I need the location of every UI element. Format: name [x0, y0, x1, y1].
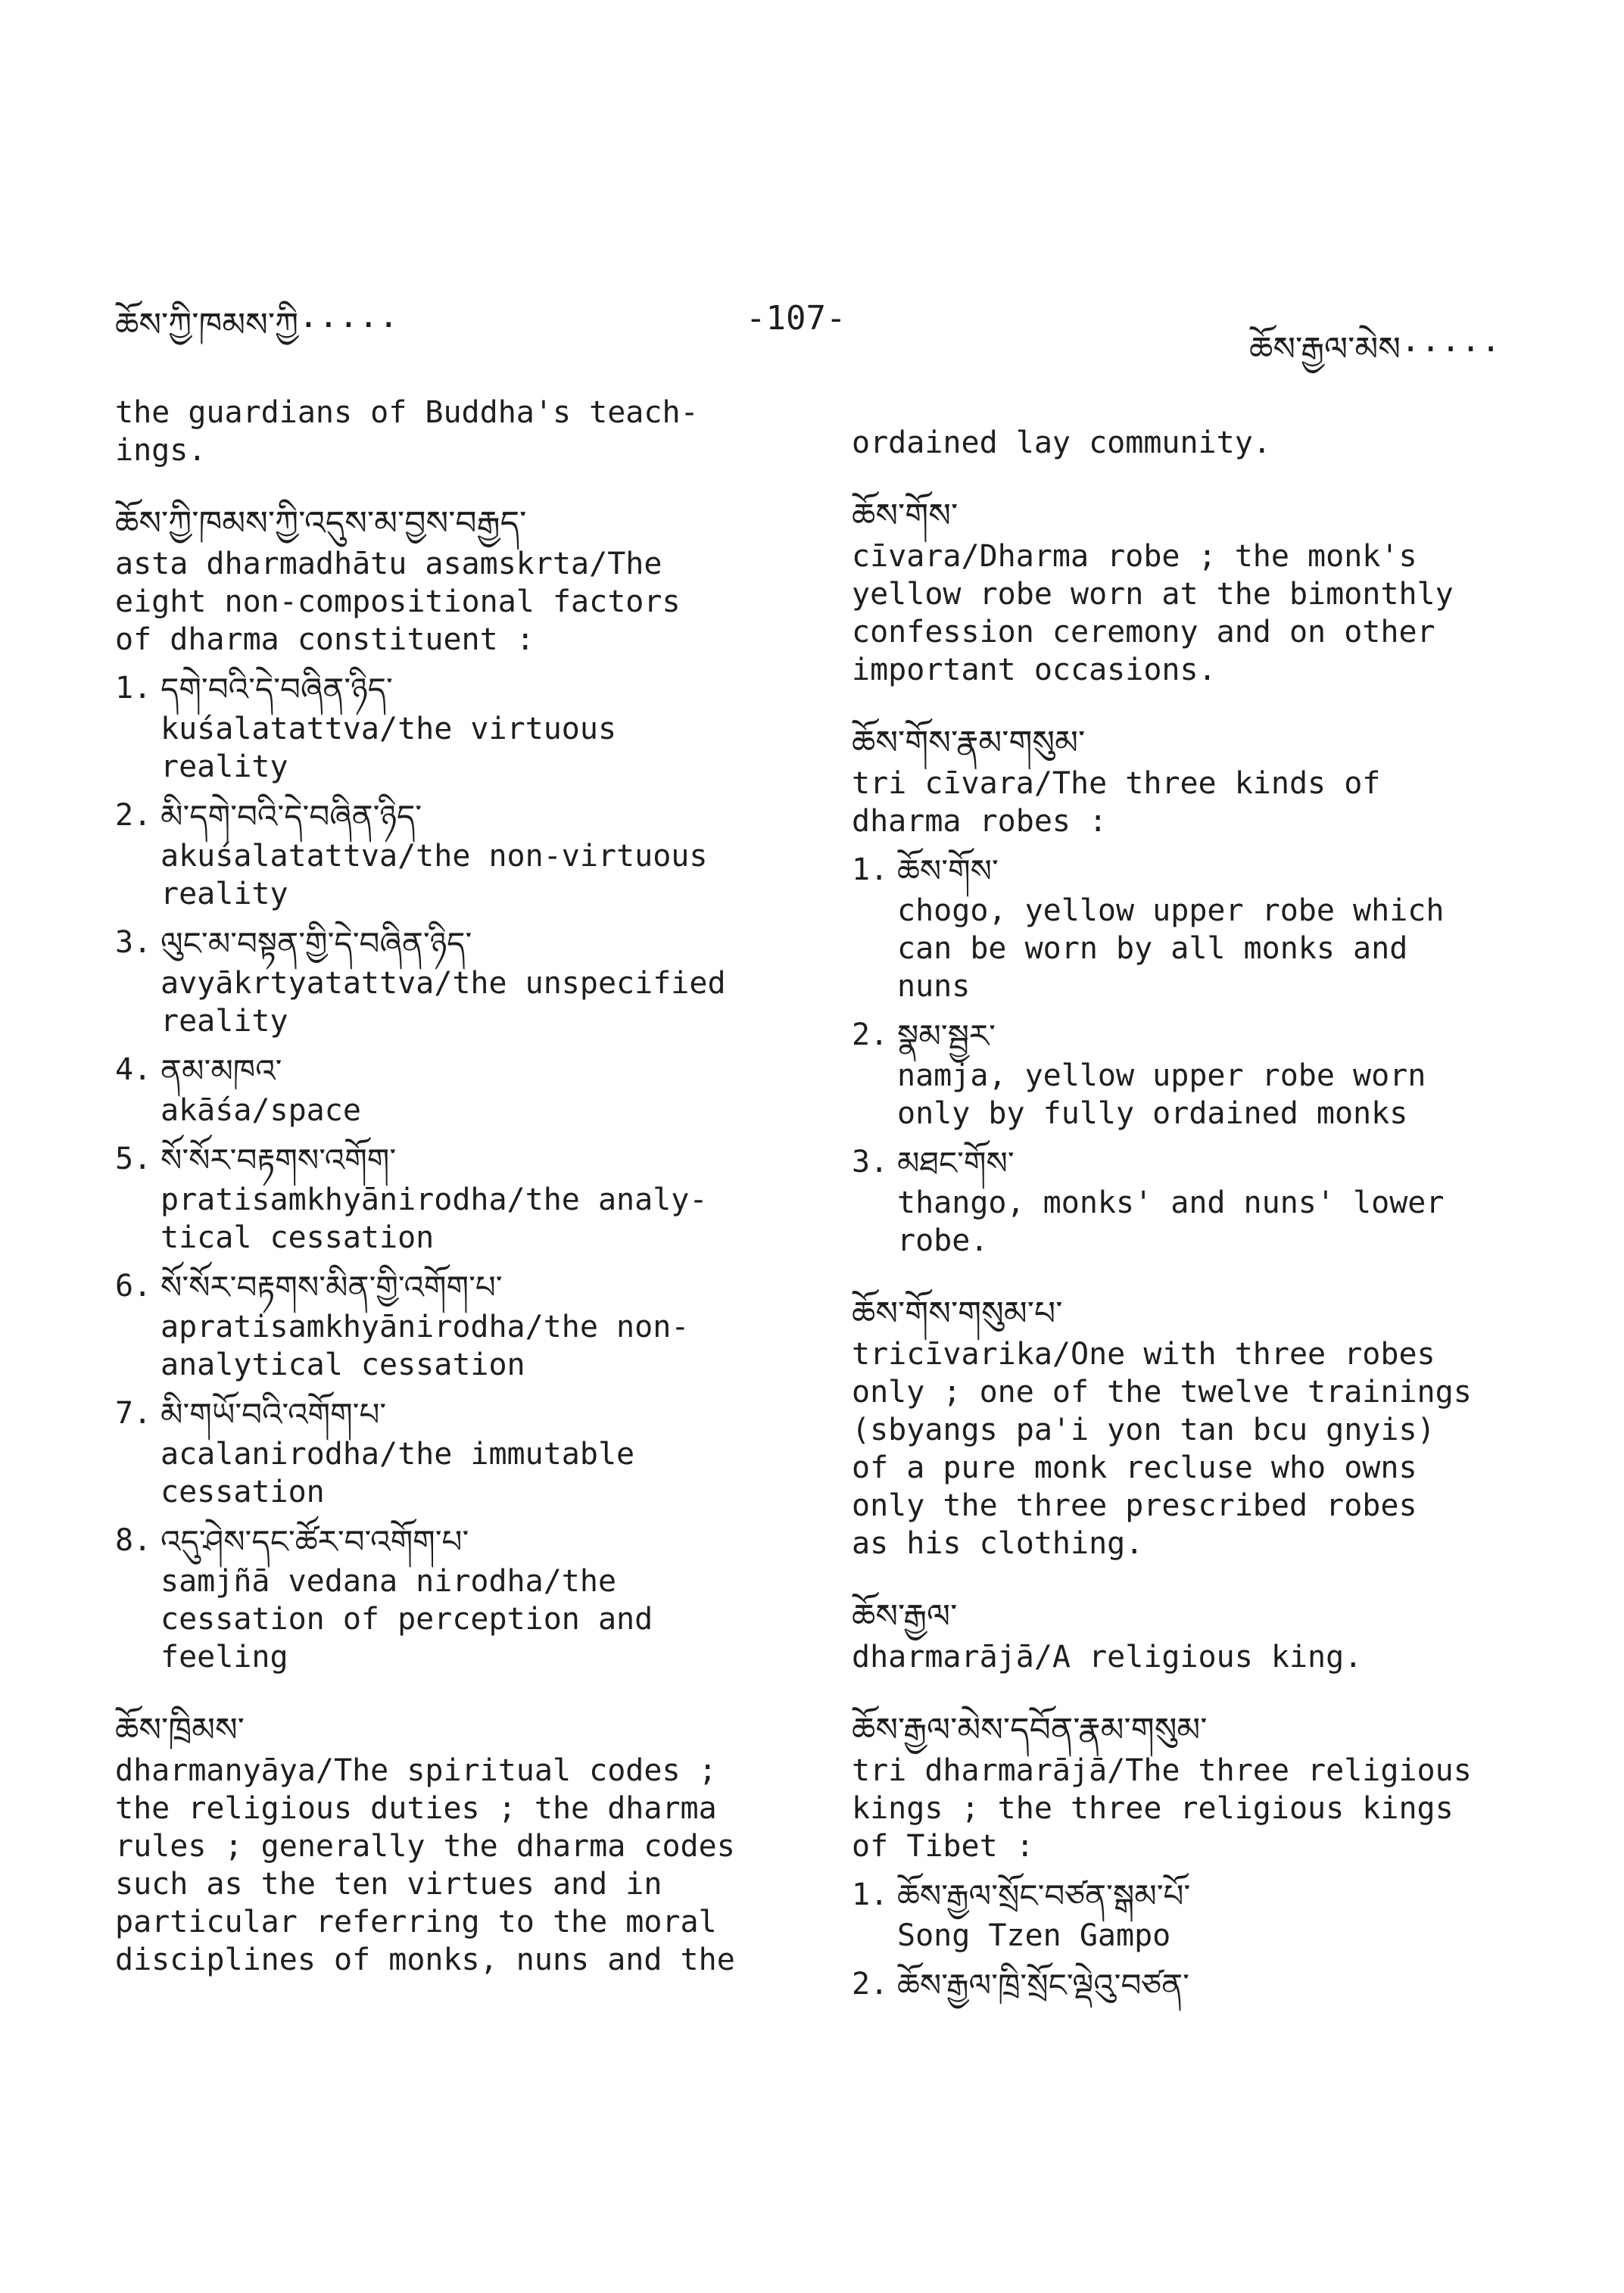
- list-item: [115, 1051, 796, 1129]
- item-number: 2.: [852, 1967, 889, 2002]
- entry-definition: asta dharmadhātu asamskrta/The eight non-compositional factors of dharma constituent :: [115, 547, 681, 657]
- entry-eight-factors: [115, 503, 796, 1676]
- list-item: [852, 1876, 1533, 1955]
- item-number: 1.: [115, 671, 152, 706]
- list-item: [115, 1394, 796, 1511]
- left-column: [115, 394, 796, 2012]
- item-tibetan: ལུང་མ་བསྟན་གྱི་དེ་བཞིན་ཉིད་: [161, 925, 472, 962]
- entry-three-kings: [852, 1709, 1533, 2006]
- entry-headword: ཆོས་རྒྱལ་: [852, 1597, 958, 1636]
- list-item: [115, 796, 796, 913]
- item-tibetan: མཐང་གོས་: [897, 1145, 1015, 1182]
- item-tibetan: སོ་སོར་བརྟགས་མིན་གྱི་འགོག་པ་: [161, 1269, 503, 1306]
- right-column: [852, 424, 1533, 2039]
- entry-headword: ཆོས་གོས་རྣམ་གསུམ་: [852, 724, 1086, 762]
- item-tibetan: སྣམ་སྦྱར་: [897, 1017, 996, 1055]
- list-item: [115, 1267, 796, 1384]
- list-item: [852, 1016, 1533, 1132]
- entry-headword: ཆོས་ཀྱི་ཁམས་ཀྱི་འདུས་མ་བྱས་བརྒྱད་: [115, 504, 527, 543]
- item-definition: chogo, yellow upper robe which can be worn by all monks and nuns: [897, 893, 1445, 1004]
- running-head-right: ཆོས་རྒྱལ་མེས·····: [1249, 330, 1501, 369]
- item-number: 8.: [115, 1523, 152, 1558]
- item-number: 2.: [115, 798, 152, 833]
- list-item: [115, 1522, 796, 1676]
- item-tibetan: འདུ་ཤེས་དང་ཚོར་བ་འགོག་པ་: [161, 1523, 469, 1560]
- item-definition: Song Tzen Gampo: [897, 1918, 1171, 1953]
- item-definition: thango, monks' and nuns' lower robe.: [897, 1185, 1445, 1258]
- entry-religious-king: [852, 1596, 1533, 1676]
- item-definition: samjñā vedana nirodha/the cessation of perception and feeling: [161, 1564, 653, 1675]
- list-item: [852, 1143, 1533, 1260]
- item-number: 7.: [115, 1396, 152, 1431]
- item-definition: namja, yellow upper robe worn only by fully ordained monks: [897, 1058, 1426, 1131]
- item-definition: apratisamkhyānirodha/the non- analytical cessation: [161, 1310, 690, 1382]
- item-tibetan: ཆོས་གོས་: [897, 852, 999, 889]
- item-number: 1.: [852, 852, 889, 887]
- list-item: [852, 1965, 1533, 2006]
- item-tibetan: ཆོས་རྒྱལ་ཁྲི་སྲོང་ལྡེའུ་བཙན་: [897, 1967, 1189, 2004]
- continuation-text: the guardians of Buddha's teach- ings.: [115, 395, 699, 468]
- item-definition: acalanirodha/the immutable cessation: [161, 1437, 635, 1509]
- item-definition: kuśalatattva/the virtuous reality: [161, 712, 617, 784]
- entry-definition: tri cīvara/The three kinds of dharma robes :: [852, 766, 1381, 839]
- item-number: 3.: [852, 1145, 889, 1179]
- item-definition: avyākrtyatattva/the unspecified reality: [161, 966, 726, 1039]
- item-definition: akuśalatattva/the non-virtuous reality: [161, 839, 708, 911]
- item-number: 4.: [115, 1052, 152, 1087]
- entry-headword: ཆོས་གོས་གསུམ་པ་: [852, 1294, 1063, 1333]
- item-number: 5.: [115, 1142, 152, 1176]
- item-definition: pratisamkhyānirodha/the analy- tical cessation: [161, 1182, 708, 1255]
- item-tibetan: དགེ་བའི་དེ་བཞིན་ཉིད་: [161, 671, 393, 708]
- entry-three-robes-owner: [852, 1293, 1533, 1562]
- item-number: 3.: [115, 925, 152, 960]
- item-number: 6.: [115, 1269, 152, 1304]
- entry-headword: ཆོས་རྒྱལ་མེས་དབོན་རྣམ་གསུམ་: [852, 1711, 1208, 1749]
- entry-dharma-robe: [852, 495, 1533, 689]
- item-tibetan: མི་དགེ་བའི་དེ་བཞིན་ཉིད་: [161, 798, 422, 835]
- item-tibetan: ཆོས་རྒྱལ་སྲོང་བཙན་སྒམ་པོ་: [897, 1877, 1191, 1914]
- entry-definition: cīvara/Dharma robe ; the monk's yellow robe worn at the bimonthly confession ceremony and on other important occasions.: [852, 539, 1454, 687]
- list-item: [115, 1140, 796, 1257]
- entry-three-robes: [852, 722, 1533, 1260]
- item-definition: akāśa/space: [161, 1093, 361, 1128]
- running-head-left: ཆོས་ཀྱི་ཁམས་ཀྱི·····: [115, 306, 399, 344]
- item-tibetan: མི་གཡོ་བའི་འགོག་པ་: [161, 1396, 387, 1433]
- list-item: [852, 851, 1533, 1005]
- continuation-text: ordained lay community.: [852, 425, 1271, 460]
- page-number: -107-: [746, 299, 846, 338]
- entry-spiritual-codes: [115, 1709, 796, 1979]
- entry-definition: dharmanyāya/The spiritual codes ; the religious duties ; the dharma rules ; generally the dharma codes such as the ten virtues and in particular referring to the moral disciplines of monks, nuns and the: [115, 1753, 735, 1977]
- entry-definition: tricīvarika/One with three robes only ; one of the twelve trainings (sbyangs pa'i yon tan bcu gnyis) of a pure monk recluse who owns only the three prescribed robes as his clothing.: [852, 1337, 1472, 1561]
- item-tibetan: སོ་སོར་བརྟགས་འགོག་: [161, 1142, 397, 1179]
- item-number: 2.: [852, 1017, 889, 1052]
- list-item: [115, 669, 796, 786]
- item-number: 1.: [852, 1877, 889, 1912]
- item-tibetan: ནམ་མཁའ་: [161, 1052, 282, 1089]
- list-item: [115, 924, 796, 1040]
- entry-definition: dharmarājā/A religious king.: [852, 1640, 1363, 1675]
- entry-headword: ཆོས་གོས་: [852, 497, 959, 535]
- entry-definition: tri dharmarājā/The three religious kings ; the three religious kings of Tibet :: [852, 1753, 1472, 1864]
- entry-headword: ཆོས་ཁྲིམས་: [115, 1711, 245, 1749]
